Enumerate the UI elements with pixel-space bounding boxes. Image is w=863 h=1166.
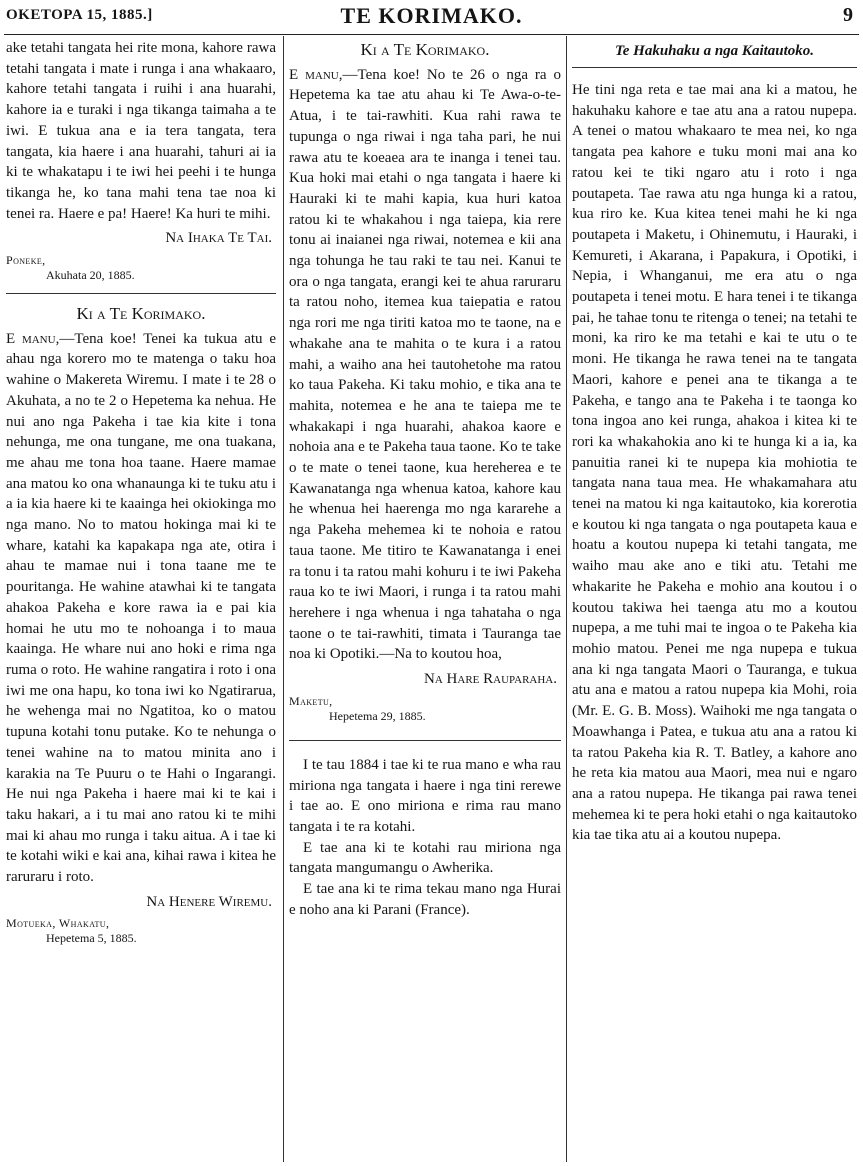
letter-text-1: —Tena koe! Tenei ka tukua atu e ahau nga korero mo te matenga o taku hoa wahine o Makereta Wiremu. I mate i te 28 o Akuhata, a no te 2 o Hepetema ka nehua. He nui ano nga Pakeha i tae kia kite i tona nehunga, me ona tungane, me ona tuakana, me ahau me tona hoa taane. Haere mamae ana matou ko ona whanaunga ki te tuku atu i a ia kia haere ki te kaainga hei okiokinga mo nga mano. No to matou hokinga mai ki te whare, katahi ka kapakapa nga ate, otira i ahau te mamae nui i tona taane me te pouritanga. He wahine atawhai ki te tangata ahakoa Pakeha e kore rawa ia e pai kia homai he utu mo te nohoanga i to maua kaainga. He whare nui ano hoki e rima nga ruma o roto. He wahine rangatira i roto i ona iwi me ona hapu, ko tona iwi ko Ngatirarua, he wehenga mai no Ngatitoa, ko o matou tupuna kotahi tonu putake. Ko te nehunga o tenei wahine na to matou minita ano i karakia na Te Puuru o te Hahi o Ingarangi. He nui nga Pakeha i haere mai ki te kai i taku hakari, a i tu mai ano ratou ki te mihi mai ki ahau mo runga i taku aitua. A i tae ki te kotahi wiki e kai ana, kihai rawa i kitea he raruraru i roto. [6,330,276,886]
signature-ihaka: Na Ihaka Te Tai. [165,230,272,247]
column-divider-2 [566,36,567,1162]
letter-title-1: Ki a Te Korimako. [76,304,206,324]
salutation-2: E manu, [289,66,343,83]
letter-title-2: Ki a Te Korimako. [360,40,490,59]
title-rule [572,67,857,68]
salutation-1: E manu, [6,330,60,347]
page-number: 9 [843,4,853,26]
dateline-place-3: Maketu, [289,693,333,708]
news-item-france: E tae ana ki te rima tekau mano nga Hurai e noho ana ki Parani (France). [289,881,561,918]
column-3 [572,38,857,1160]
header-date: OKETOPA 15, 1885.] [6,7,153,23]
newspaper-title: TE KORIMAKO. [340,3,523,28]
column-2 [289,38,561,1160]
dateline-date-3: Hepetema 29, 1885. [329,708,426,723]
dateline-place-2: Motueka, Whakatu, [6,916,110,931]
column-divider-1 [283,36,284,1162]
column-1 [6,38,276,1160]
dateline-date-2: Hepetema 5, 1885. [46,931,137,946]
letter-text-2: —Tena koe! No te 26 o nga ra o Hepetema ka tae atu ahau ki Te Awa-o-te-Atua, i te tai-rawhiti. Kua rahi rawa te tupunga o nga riwai i nga taha pari, he nui rawa atu te koeaea ara te inanga i tenei tau. Kua hoki mai etahi o nga tangata i haere ki Hauraki ki te mahi kapia, kua huri katoa ratou ki te whakahou i nga taiepa, kia rere tonu ai inaianei nga riwai, notemea e kii ana nga tohunga he tau raki te tau nei. Kanui te ora o nga tangata, erangi kei te ahua raruraru ta ratou noho, itemea kua taiepatia e ratou nga rori me nga tiriti katoa mo te taone, na e whakahe ana te mahita o te kura i a ratou mahi, a waiho ana hei tautohetohe ma ratou ko taua Pakeha. Ki taku mohio, e tika ana te mahita, notemea e he ana te taiepa me te whakakapi i nga huarahi, ahakoa kaore e nohoia ana e te Pakeha taua taone. Ko te take o te mate o tenei taone, kua hereherea e te Kawanatanga nga whenua katoa, kahore kau he whenua hei haerenga mo nga kararehe a nga Pakeha mehemea ki te nohoia e ratou taua taone. Me titiro te Kawanatanga i enei ra tonu i ta ratou mahi kohuru i te iwi Pakeha raua ko te iwi Maori, i runga i ta ratou mahi herehere i nga whenua i nga tahataha o nga taone o te tai-rawhiti, timata i Tauranga tae noa ki Opotiki.—Na to koutou hoa, [289,66,561,663]
letter-body-henere [6,329,276,888]
article-separator-1 [6,293,276,294]
header-rule [4,34,859,35]
letter-body-hare [289,65,561,665]
dateline-place-1: Poneke, [6,253,46,268]
page-header [6,3,857,33]
signature-henere: Na Henere Wiremu. [146,893,272,910]
news-item-africa: E tae ana ki te kotahi rau miriona nga tangata mangumangu o Awherika. [289,839,561,877]
dateline-date-1: Akuhata 20, 1885. [46,268,135,283]
article-body-hakuhaku: He tini nga reta e tae mai ana ki a matou, he hakuhaku kahore e tae atu ana a ratou nupepa. A tenei o matou whakaaro te mea nei, ko nga tangata pea kahore e tuku moni mai ana ko ratou kei te tiki ngaro atu i roto i nga poutapeta. Tae rawa atu nga hunga ki a ratou, kua riro ke. Kua kitea tenei mahi he ki nga poutapeta i Maketu, i Ohinemutu, i Hauraki, i Kemureti, i Akarana, i Papakura, i Opotiki, i Nepia, i Whanganui, me era atu o nga poutapeta i tenei motu. E hara tenei i te tikanga pai, he tahae tonu te ritenga o tenei; na tetahi te moni, ka riro ke ma tetahi e kai te utu o te moni. He tikanga he rawa tenei na te tangata Maori, kahore e penei ana te tikanga a te Pakeha, e tango ana te Pakeha i te taonga ko tona ingoa ano kei runga, ahakoa i kitea ki te rori ka whakahokia ano ki te hunga ki a ia, ka panuitia ranei ki te nupepa kia mohiotia te tangata nana taua mea. He whakamahara atu tenei na matou ki nga kaitautoko, kia korerotia e koutou ki nga tangata o nga poutapeta kaua e hoatu a koutou nupepa ki tetahi tangata, me waiho mau ake ano e tiki atu. Tetahi me whakarite he Pakeha e mohio ana koutou i o koutou takiwa hei taenga atu mo a koutou nupepa, a me tuhi mai te ingoa o te Pakeha kia mohio matou. Penei me nga nupepa e tukua ana ki nga tangata Maori o Tauranga, e tukua atu ana e matou a ratou nupepa kia Mohi, roia (Mr. E. G. B. Moss). Waihoki me nga tangata o Moawhanga i Patea, e tukua atu ana a ratou ki ta ratou Pakeha kia R. T. Batley, a kahore ano he reta kia matou aua Maori, mea nui e ngaro ana a ratou nupepa. He tikanga pai rawa tenei mehemea ki te pera hoki etahi o nga kaitautoko kia tae tika atu ai a koutou nupepa. [572,82,857,844]
continued-paragraph: ake tetahi tangata hei rite mona, kahore rawa tetahi tangata i mate i runga i ana whakaaro, kahore tetahi tangata i ruihi i ana huarahi, kahore ia e turaki i nga tikanga taimaha a te iwi. E tukua ana e ia tera tangata, tera tangata, kia haere i ana huarahi, tahuri ai ia ki te whakatapu i te iwi hei peehi i te hunga tikanga he, ko tana mahi tena tae noa ki tenei ra. Haere e pa! Haere! Ka huri te mihi. [6,40,276,222]
article-separator-2 [289,740,561,741]
news-item-railways: I te tau 1884 i tae ki te rua mano e wha rau miriona nga tangata i haere i nga tini rerewe i tae ao. E ono miriona e rima rau mano tangata i te ra kotahi. [289,756,561,835]
article-title-hakuhaku: Te Hakuhaku a nga Kaitautoko. [614,43,815,59]
signature-hare: Na Hare Rauparaha. [424,671,557,688]
